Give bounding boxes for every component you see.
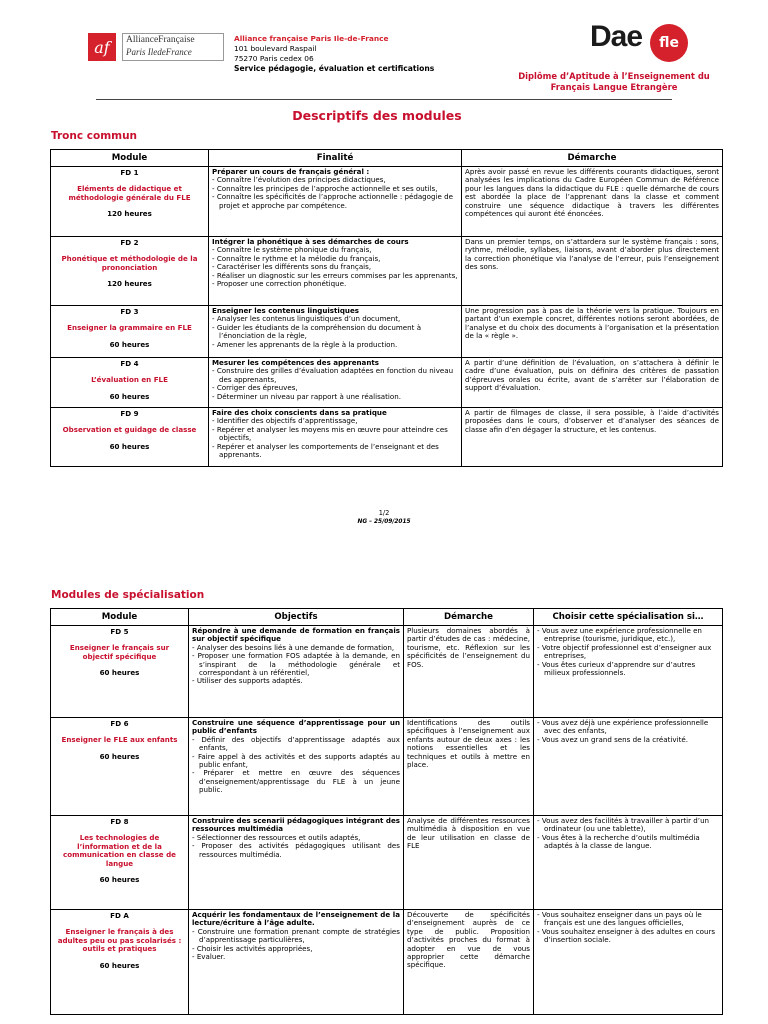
module-hours: 60 heures [99, 751, 140, 761]
method-cell: Découverte de spécificités d’enseignement auprès de ce type de public. Proposition d’activités proches du format à adopter en vue de vous approprier cette démarche spécifique. [404, 910, 534, 1015]
module-cell [51, 718, 189, 816]
method-cell: Analyse de différentes ressources multimédia à disposition en vue de leur utilisation en classe de FLE [404, 816, 534, 910]
table-row [51, 816, 723, 910]
choose-item: - Vous souhaitez enseigner à des adultes en cours d’insertion sociale. [537, 928, 719, 945]
table-row [51, 167, 723, 237]
daefle-logo-circle: fle [650, 24, 688, 62]
logo-line1: AllianceFrançaise [126, 35, 195, 45]
tronc-commun-title: Tronc commun [51, 130, 138, 142]
table-row [51, 358, 723, 408]
org-name: Alliance française Paris Ile-de-France [234, 34, 389, 43]
goal-title: Mesurer les compétences des apprenants [212, 358, 380, 367]
daefle-logo-text: Dae [590, 20, 643, 53]
col-header-choisir: Choisir cette spécialisation si… [534, 609, 723, 626]
module-hours: 60 heures [109, 441, 150, 451]
module-hours: 60 heures [109, 391, 150, 401]
choose-list [537, 817, 719, 851]
goal-item: - Evaluer. [192, 953, 400, 961]
module-cell [51, 237, 209, 306]
module-cell [51, 816, 189, 910]
goals-cell [189, 816, 404, 910]
table-row [51, 306, 723, 358]
choose-item: - Vous avez déjà une expérience professionnelle avec des enfants, [537, 719, 719, 736]
method-cell: Dans un premier temps, on s’attardera sur le système français : sons, rythme, mélodie, syllabes, liaisons, avant d’aborder plus directement la correction phonétique via l’analyse de l’erreur, puis l’enseignement des sons. [462, 237, 723, 306]
specialisation-table [50, 608, 723, 1015]
choose-item: - Vous êtes curieux d’apprendre sur d’autres milieux professionnels. [537, 661, 719, 678]
diploma-line1: Diplôme d’Aptitude à l’Enseignement du [518, 71, 710, 81]
goal-item: - Construire une formation prenant compte de stratégies d’apprentissage particulières, [192, 928, 400, 945]
module-code: FD 6 [110, 719, 129, 728]
goal-item: - Analyser les contenus linguistiques d’un document, [212, 315, 458, 323]
goal-item: - Faire appel à des activités et des supports adaptés au public enfant, [192, 753, 400, 770]
diploma-title [498, 71, 730, 93]
module-cell [51, 626, 189, 718]
module-hours: 120 heures [107, 209, 152, 219]
goal-title: Répondre à une demande de formation en français sur objectif spécifique [192, 626, 400, 644]
choose-list [537, 719, 719, 744]
col-header-demarche: Démarche [404, 609, 534, 626]
module-hours: 60 heures [109, 339, 150, 349]
goal-item: - Analyser des besoins liés à une demande de formation, [192, 644, 400, 652]
col-header-module: Module [51, 150, 209, 167]
document-reference: NG – 25/09/2015 [357, 519, 411, 525]
goal-item: - Réaliser un diagnostic sur les erreurs commises par les apprenants, [212, 272, 458, 280]
module-name: Enseigner le français sur objectif spécifique [69, 643, 170, 661]
goal-item: - Connaître les spécificités de l’approche actionnelle : pédagogie de projet et approche par compétence. [212, 193, 458, 210]
module-name: Phonétique et méthodologie de la prononciation [61, 254, 198, 272]
choose-cell [534, 718, 723, 816]
goal-title: Faire des choix conscients dans sa pratique [212, 408, 387, 417]
goal-title: Préparer un cours de français général : [212, 167, 370, 176]
choose-cell [534, 910, 723, 1015]
goal-item: - Définir des objectifs d’apprentissage adaptés aux enfants, [192, 736, 400, 753]
goal-item: - Connaître le rythme et la mélodie du français, [212, 255, 458, 263]
af-logo-mark: af [88, 33, 116, 61]
module-hours: 60 heures [99, 875, 140, 885]
module-code: FD 5 [110, 627, 129, 636]
diploma-line2: Français Langue Etrangère [550, 82, 678, 92]
goals-cell [189, 718, 404, 816]
goal-item: - Proposer une correction phonétique. [212, 280, 458, 288]
module-code: FD 4 [120, 359, 139, 368]
goal-item: - Préparer et mettre en œuvre des séquences d’enseignement/apprentissage du FLE à un jeune public. [192, 769, 400, 794]
goal-item: - Caractériser les différents sons du français, [212, 263, 458, 271]
goal-item: - Repérer et analyser les comportements de l’enseignant et des apprenants. [212, 443, 458, 460]
module-hours: 60 heures [99, 960, 140, 970]
goals-cell [209, 237, 462, 306]
method-cell: Plusieurs domaines abordés à partir d’études de cas : médecine, tourisme, etc. Réflexion sur les spécificités de l’enseignement du FOS. [404, 626, 534, 718]
choose-item: - Vous avez une expérience professionnelle en entreprise (tourisme, juridique, etc.), [537, 627, 719, 644]
goal-item: - Choisir les activités appropriées, [192, 945, 400, 953]
module-name: Enseigner la grammaire en FLE [67, 323, 192, 333]
module-name: Les technologies de l’information et de la communication en classe de langue [63, 833, 176, 868]
goal-item: - Connaître les principes de l’approche actionnelle et ses outils, [212, 185, 458, 193]
goal-item: - Proposer une formation FOS adaptée à la demande, en s’inspirant de la méthodologie générale et correspondant à un référentiel, [192, 652, 400, 677]
goal-list [192, 928, 400, 962]
module-name: Observation et guidage de classe [62, 425, 197, 435]
choose-item: - Vous souhaitez enseigner dans un pays où le français est une des langues officielles, [537, 911, 719, 928]
table-row [51, 408, 723, 467]
goal-list [192, 834, 400, 859]
goals-cell [209, 306, 462, 358]
choose-item: - Vous avez un grand sens de la créativité. [537, 736, 719, 744]
col-header-demarche: Démarche [462, 150, 723, 167]
tronc-commun-table [50, 149, 723, 467]
module-cell [51, 306, 209, 358]
module-hours: 60 heures [99, 668, 140, 678]
table-row [51, 237, 723, 306]
address-line1: 101 boulevard Raspail [234, 44, 317, 53]
goal-title: Construire des scenarii pédagogiques intégrant des ressources multimédia [192, 816, 400, 834]
method-cell: A partir de filmages de classe, il sera possible, à l’aide d’activités proposées dans le cours, d’observer et d’analyser des séances de classe afin d’en dégager la structure, et les contenus. [462, 408, 723, 467]
col-header-finalite: Finalité [209, 150, 462, 167]
col-header-objectifs: Objectifs [189, 609, 404, 626]
module-code: FD A [110, 911, 129, 920]
logo-line2: Paris IledeFrance [126, 47, 192, 57]
table-row [51, 718, 723, 816]
goal-list [212, 176, 458, 210]
specialisation-title: Modules de spécialisation [51, 589, 205, 601]
address-line2: 75270 Paris cedex 06 [234, 54, 314, 63]
goals-cell [209, 408, 462, 467]
goal-list [192, 736, 400, 795]
goal-title: Acquérir les fondamentaux de l’enseignement de la lecture/écriture à l’âge adulte. [192, 910, 400, 928]
method-cell: A partir d’une définition de l’évaluation, on s’attachera à définir le cadre d’une évaluation, puis on définira des critères de passation d’épreuves orales ou écrite, avant de s’arrêter sur l’élaboration de support d’évaluation. [462, 358, 723, 408]
method-cell: Une progression pas à pas de la théorie vers la pratique. Toujours en partant d’un exemple concret, différentes notions seront abordées, de l’analyse et du choix des documents à l’organisation et la présentation de la « règle ». [462, 306, 723, 358]
goal-item: - Corriger des épreuves, [212, 384, 458, 392]
choose-item: - Vous êtes à la recherche d’outils multimédia adaptés à la classe de langue. [537, 834, 719, 851]
method-cell: Après avoir passé en revue les différents courants didactiques, seront analysées les implications du Cadre Européen Commun de Référence pour les langues dans la didactique du FLE : quelle démarche de cours est abordée la place de l’apprenant dans la classe et comment construire une séquence didactique à travers les différentes compétences qui auront été énoncées. [462, 167, 723, 237]
goal-item: - Utiliser des supports adaptés. [192, 677, 400, 685]
module-cell [51, 167, 209, 237]
address-block [234, 34, 434, 74]
goal-list [192, 644, 400, 686]
module-code: FD 9 [120, 409, 139, 418]
page-number: 1/2 [378, 509, 390, 517]
module-code: FD 3 [120, 307, 139, 316]
goal-item: - Identifier des objectifs d’apprentissage, [212, 417, 458, 425]
goal-item: - Connaître le système phonique du français, [212, 246, 458, 254]
goals-cell [189, 910, 404, 1015]
table-header-row [51, 150, 723, 167]
module-code: FD 8 [110, 817, 129, 826]
module-cell [51, 408, 209, 467]
goal-title: Enseigner les contenus linguistiques [212, 306, 360, 315]
goal-list [212, 246, 458, 288]
table-row [51, 626, 723, 718]
goal-item: - Connaître l’évolution des principes didactiques, [212, 176, 458, 184]
goal-list [212, 367, 458, 401]
module-name: Enseigner le français à des adultes peu ou pas scolarisés : outils et pratiques [57, 927, 182, 954]
method-cell: Identifications des outils spécifiques à l’enseignement aux enfants autour de deux axes : les notions essentielles et les techniques et outils à mettre en place. [404, 718, 534, 816]
goal-title: Intégrer la phonétique à ses démarches de cours [212, 237, 409, 246]
goal-item: - Sélectionner des ressources et outils adaptés, [192, 834, 400, 842]
goals-cell [209, 358, 462, 408]
module-name: Eléments de didactique et méthodologie générale du FLE [68, 184, 191, 202]
goal-item: - Construire des grilles d’évaluation adaptées en fonction du niveau des apprenants, [212, 367, 458, 384]
page-title: Descriptifs des modules [292, 108, 462, 123]
module-cell [51, 358, 209, 408]
module-name: Enseigner le FLE aux enfants [61, 735, 178, 745]
choose-cell [534, 816, 723, 910]
header-divider [96, 99, 672, 100]
module-code: FD 2 [120, 238, 139, 247]
goal-item: - Déterminer un niveau par rapport à une réalisation. [212, 393, 458, 401]
goals-cell [189, 626, 404, 718]
choose-cell [534, 626, 723, 718]
choose-list [537, 911, 719, 945]
module-name: L’évaluation en FLE [91, 375, 168, 385]
module-cell [51, 910, 189, 1015]
module-hours: 120 heures [107, 279, 152, 289]
table-row [51, 910, 723, 1015]
goal-item: - Proposer des activités pédagogiques utilisant des ressources multimédia. [192, 842, 400, 859]
choose-list [537, 627, 719, 677]
goal-title: Construire une séquence d’apprentissage pour un public d’enfants [192, 718, 400, 736]
goal-list [212, 417, 458, 459]
col-header-module: Module [51, 609, 189, 626]
goal-item: - Amener les apprenants de la règle à la production. [212, 341, 458, 349]
goal-list [212, 315, 458, 349]
choose-item: - Votre objectif professionnel est d’enseigner aux entreprises, [537, 644, 719, 661]
goal-item: - Repérer et analyser les moyens mis en œuvre pour atteindre ces objectifs, [212, 426, 458, 443]
goal-item: - Guider les étudiants de la compréhension du document à l’énonciation de la règle, [212, 324, 458, 341]
alliance-francaise-logo [122, 33, 224, 61]
service-name: Service pédagogie, évaluation et certifications [234, 64, 435, 73]
module-code: FD 1 [120, 168, 139, 177]
choose-item: - Vous avez des facilités à travailler à partir d’un ordinateur (ou une tablette), [537, 817, 719, 834]
table-header-row [51, 609, 723, 626]
goals-cell [209, 167, 462, 237]
